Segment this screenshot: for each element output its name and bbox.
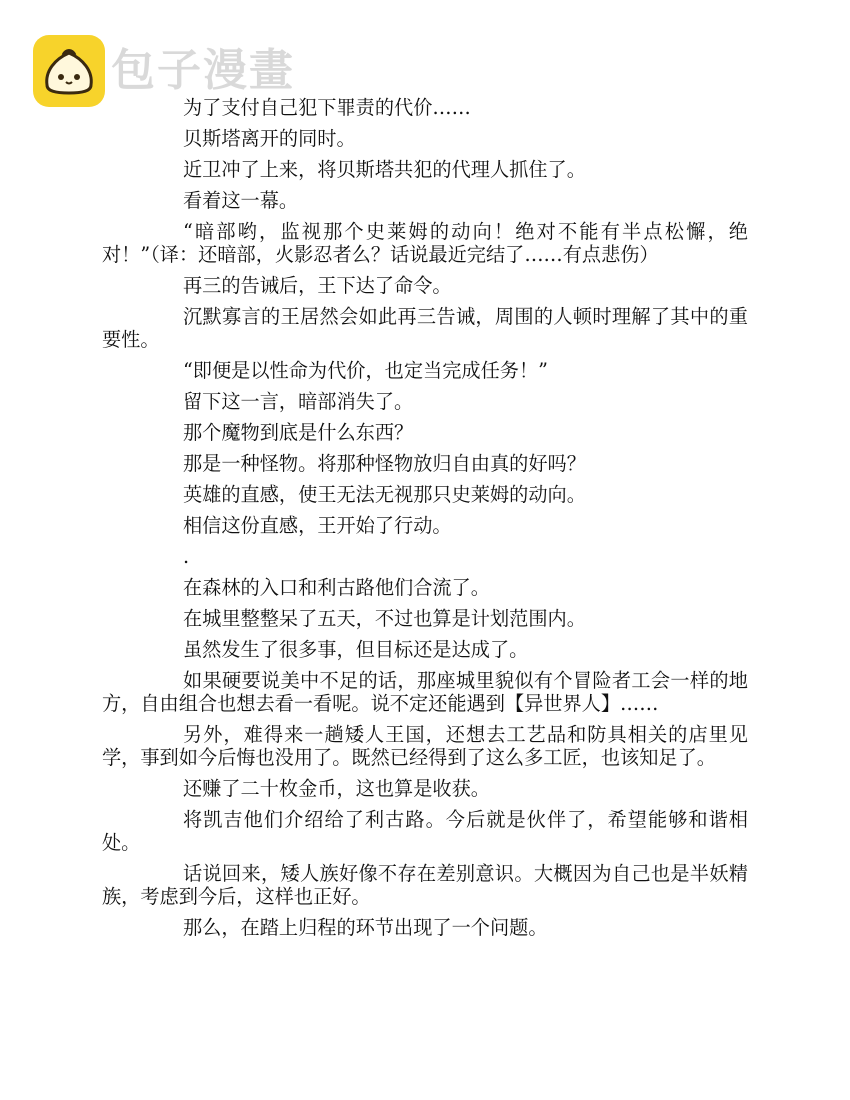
paragraph: 那是一种怪物。将那种怪物放归自由真的好吗？: [183, 452, 586, 475]
paragraph: 话说回来，矮人族好像不存在差别意识。大概因为自己也是半妖精族，考虑到今后，这样也正好。: [102, 862, 748, 908]
paragraph: 在森林的入口和利古路他们合流了。: [183, 576, 490, 599]
paragraph: 沉默寡言的王居然会如此再三告诫，周围的人顿时理解了其中的重要性。: [102, 305, 748, 351]
bun-logo-icon: [33, 35, 105, 107]
paragraph: “暗部哟，监视那个史莱姆的动向！绝对不能有半点松懈，绝对！”（译：还暗部，火影忍者么？话说最近完结了……有点悲伤）: [102, 220, 748, 266]
paragraph: 另外，难得来一趟矮人王国，还想去工艺品和防具相关的店里见学，事到如今后悔也没用了。既然已经得到了这么多工匠，也该知足了。: [102, 723, 748, 769]
paragraph: 还赚了二十枚金币，这也算是收获。: [183, 777, 490, 800]
paragraph: 在城里整整呆了五天，不过也算是计划范围内。: [183, 607, 586, 630]
paragraph: 相信这份直感，王开始了行动。: [183, 514, 452, 537]
paragraph: 留下这一言，暗部消失了。: [183, 390, 414, 413]
paragraph: 再三的告诫后，王下达了命令。: [183, 274, 452, 297]
paragraph: 为了支付自己犯下罪责的代价……: [183, 96, 471, 119]
paragraph: 如果硬要说美中不足的话，那座城里貌似有个冒险者工会一样的地方，自由组合也想去看一看呢。说不定还能遇到【异世界人】……: [102, 669, 748, 715]
paragraph: 看着这一幕。: [183, 189, 299, 212]
paragraph: .: [183, 545, 190, 568]
paragraph: 虽然发生了很多事，但目标还是达成了。: [183, 638, 529, 661]
watermark-text: 包子漫畫: [111, 45, 295, 96]
paragraph: 贝斯塔离开的同时。: [183, 127, 356, 150]
paragraph: 将凯吉他们介绍给了利古路。今后就是伙伴了，希望能够和谐相处。: [102, 808, 748, 854]
paragraph: 那个魔物到底是什么东西？: [183, 421, 414, 444]
paragraph: 英雄的直感，使王无法无视那只史莱姆的动向。: [183, 483, 586, 506]
paragraph: 近卫冲了上来，将贝斯塔共犯的代理人抓住了。: [183, 158, 586, 181]
paragraph: 那么，在踏上归程的环节出现了一个问题。: [183, 916, 548, 939]
paragraph: “即便是以性命为代价，也定当完成任务！”: [183, 359, 548, 382]
document-body: [102, 96, 748, 947]
